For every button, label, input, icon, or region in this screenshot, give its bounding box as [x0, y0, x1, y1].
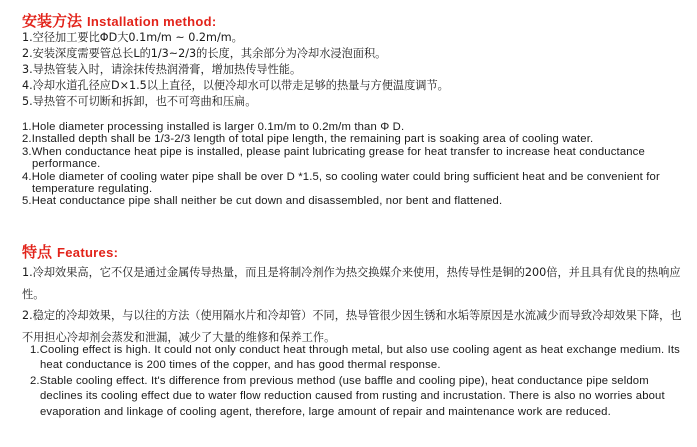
features-en-list	[30, 343, 690, 420]
installation-cn-item: 1.空径加工要比ΦD大0.1m/m ~ 0.2m/m。	[22, 31, 243, 44]
installation-en-item: 3.When conductance heat pipe is installed, please paint lubricating grease for heat transfer to increase heat conductance performance.	[22, 145, 645, 171]
installation-cn-item: 2.安装深度需要管总长L的1/3~2/3的长度，其余部分为冷却水浸泡面积。	[22, 47, 387, 60]
installation-en-item: 1.Hole diameter processing installed is larger 0.1m/m to 0.2m/m than Φ D.	[22, 121, 405, 133]
installation-title-en: Installation method:	[87, 14, 217, 29]
installation-cn-list	[22, 30, 688, 110]
installation-en-item: 2.Installed depth shall be 1/3-2/3 length of total pipe length, the remaining part is soaking area of cooling water.	[22, 133, 594, 146]
installation-cn-item: 5.导热管不可切断和拆卸，也不可弯曲和压扁。	[22, 95, 257, 108]
installation-heading	[22, 10, 217, 31]
installation-en-item: 4.Hole diameter of cooling water pipe shall be over D *1.5, so cooling water could bring sufficient heat and be convenient for temperature regulating.	[22, 170, 660, 196]
installation-en-list	[22, 121, 688, 208]
installation-cn-item: 4.冷却水道孔径应D×1.5以上直径，以便冷却水可以带走足够的热量与方便温度调节。	[22, 79, 449, 92]
features-cn-item: 1.冷却效果高，它不仅是通过金属传导热量，而且是将制冷剂作为热交换媒介来使用，热传导性是铜的200倍，并且具有优良的热响应性。	[22, 266, 681, 301]
features-cn-item: 2.稳定的冷却效果，与以往的方法（使用隔水片和冷却管）不同，热导管很少因生锈和水垢等原因是水流减少而导致冷却效果下降，也不用担心冷却剂会蒸发和泄漏，减少了大量的维修和保养工作。	[22, 309, 682, 344]
features-en-item: 1.Cooling effect is high. It could not only conduct heat through metal, but also use cooling agent as heat exchange medium. Its heat conductance is 200 times of the copper, and has good thermal response.	[30, 344, 680, 372]
installation-cn-item: 3.导热管装入时，请涂抹传热润滑膏，增加热传导性能。	[22, 63, 302, 76]
features-title-cn: 特点	[22, 243, 53, 261]
installation-en-item: 5.Heat conductance pipe shall neither be cut down and disassembled, nor bent and flattened.	[22, 195, 503, 208]
features-cn-list	[22, 262, 688, 348]
features-en-item: 2.Stable cooling effect. It's difference from previous method (use baffle and cooling pipe), heat conductance pipe seldom declines its cooling effect due to water flow reduction caused from rusting and incrustation. There is also no worries about evaporation and linkage of cooling agent, therefore, large amount of repair and maintenance work are reduced.	[30, 374, 665, 418]
features-title-en: Features:	[57, 245, 119, 260]
installation-title-cn: 安装方法	[22, 12, 83, 30]
features-heading	[22, 241, 118, 262]
